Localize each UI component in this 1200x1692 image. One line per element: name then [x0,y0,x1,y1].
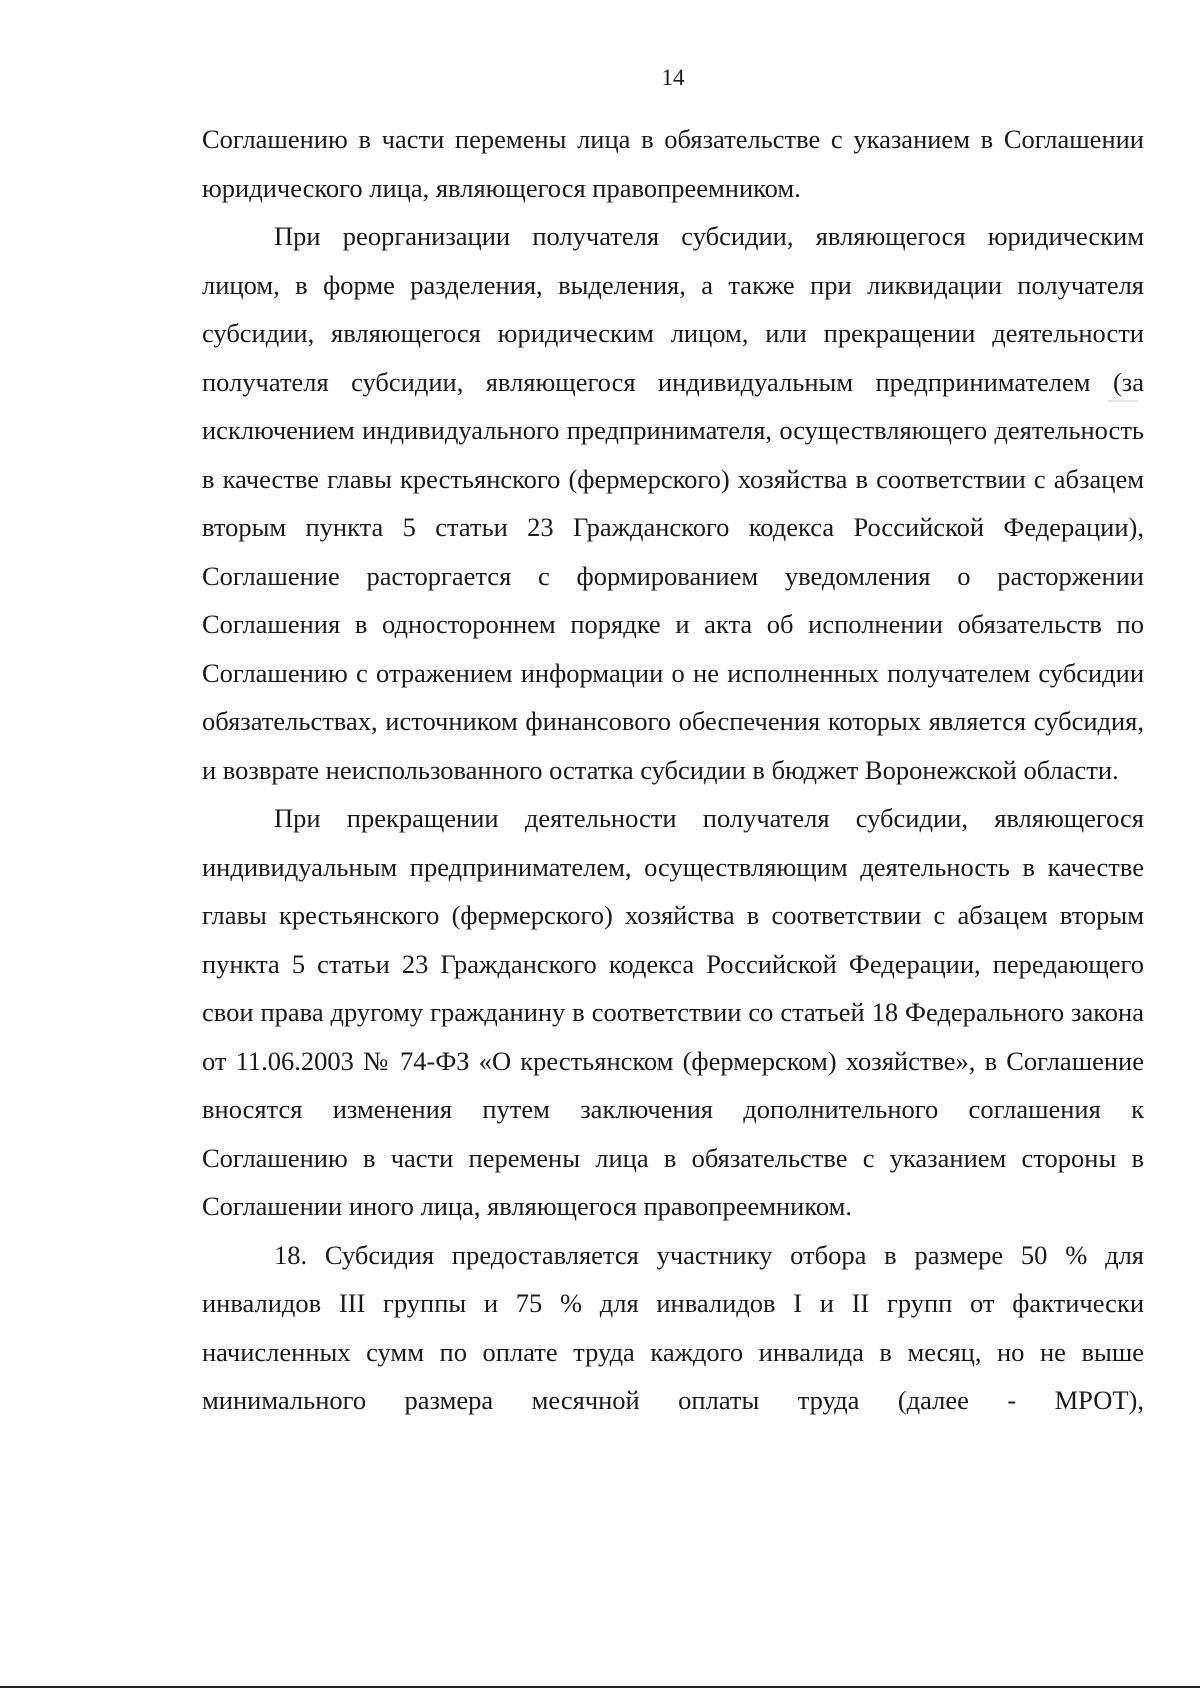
paragraph-item-18: 18. Субсидия предоставляется участнику отбора в размере 50 % для инвалидов III группы и 75 % для инвалидов I и II групп от фактически начисленных сумм по оплате труда каждого инвалида в месяц, но не выше минимального размера месячной оплаты труда (далее - МРОТ), [202,1239,1144,1415]
paragraph-continuation: Соглашению в части перемены лица в обязательстве с указанием в Соглашении юридического лица, являющегося правопреемником. [202,124,1144,203]
scan-artifact [1108,400,1138,402]
document-body [202,115,1144,1425]
paragraph-termination: При прекращении деятельности получателя субсидии, являющегося индивидуальным предпринимателем, осуществляющим деятельность в качестве главы крестьянского (фермерского) хозяйства в соответствии с абзацем вторым пункта 5 статьи 23 Гражданского кодекса Российской Федерации, передающего свои права другому гражданину в соответствии со статьей 18 Федерального закона от 11.06.2003 № 74-ФЗ «О крестьянском (фермерском) хозяйстве», в Соглашение вносятся изменения путем заключения дополнительного соглашения к Соглашению в части перемены лица в обязательстве с указанием стороны в Соглашении иного лица, являющегося правопреемником. [202,803,1144,1221]
paragraph-reorganization: При реорганизации получателя субсидии, являющегося юридическим лицом, в форме разделения, выделения, а также при ликвидации получателя субсидии, являющегося юридическим лицом, или прекращении деятельности получателя субсидии, являющегося индивидуальным предпринимателем (за исключением индивидуального предпринимателя, осуществляющего деятельность в качестве главы крестьянского (фермерского) хозяйства в соответствии с абзацем вторым пункта 5 статьи 23 Гражданского кодекса Российской Федерации), Соглашение расторгается с формированием уведомления о расторжении Соглашения в одностороннем порядке и акта об исполнении обязательств по Соглашению с отражением информации о не исполненных получателем субсидии обязательствах, источником финансового обеспечения которых является субсидия, и возврате неиспользованного остатка субсидии в бюджет Воронежской области. [202,221,1144,785]
page-number: 14 [661,65,685,90]
page-bottom-edge [0,1686,1200,1688]
